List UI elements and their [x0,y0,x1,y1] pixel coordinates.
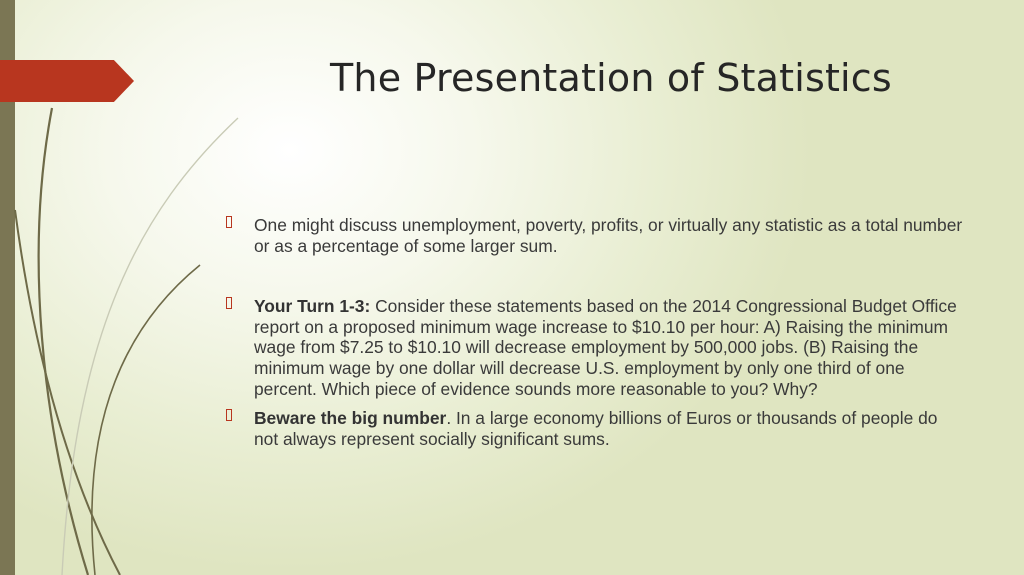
bullet-marker-icon [226,297,232,309]
bullet-marker-icon [226,216,232,228]
bullet-item-2 [226,296,966,399]
slide-title: The Presentation of Statistics [330,56,892,100]
bullet-text: . In a large economy billions of Euros or thousands of people do not always represent socially significant sums. [254,408,938,449]
bullet-bold-lead: Beware the big number [254,408,447,429]
title-accent-arrow [0,60,134,102]
bullet-bold-lead: Your Turn 1-3: [254,296,371,317]
bullet-text: Consider these statements based on the 2014 Congressional Budget Office report on a proposed minimum wage increase to $10.10 per hour: A) Raising the minimum wage from $7.25 to $10.10 will decrease employment by 500,000 jobs. (B) Raising the minimum wage by one dollar will decrease U.S. employment by only one third of one percent. Which piece of evidence sounds more reasonable to you? Why? [254,296,957,399]
bullet-item-3 [226,408,966,449]
bullet-text: One might discuss unemployment, poverty, profits, or virtually any statistic as a total number or as a percentage of some larger sum. [254,215,963,256]
bullet-item-1 [226,215,966,256]
bullet-marker-icon [226,409,232,421]
bullet-list [226,215,966,449]
